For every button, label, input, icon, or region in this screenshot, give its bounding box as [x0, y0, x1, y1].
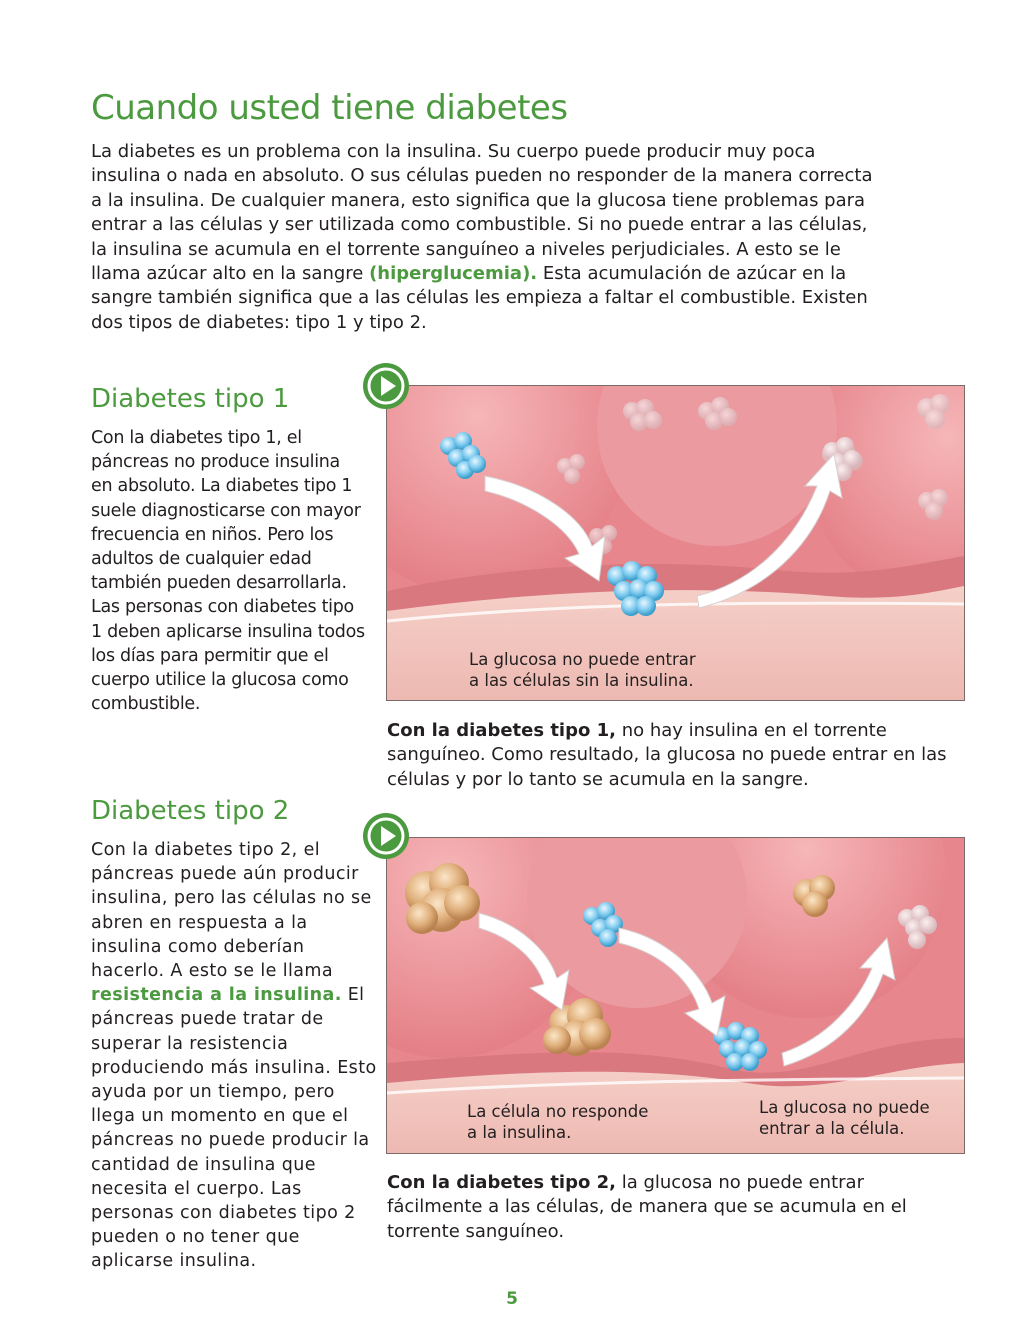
type2-caption	[387, 1171, 947, 1244]
type1-figure-label-line2: a las células sin la insulina.	[469, 671, 694, 690]
type2-figure-label-right-line1: La glucosa no puede	[759, 1098, 930, 1117]
play-circle-icon[interactable]	[361, 361, 411, 411]
type2-figure-label-left-line1: La célula no responde	[467, 1102, 649, 1121]
play-circle-icon[interactable]	[361, 811, 411, 861]
page-title: Cuando usted tiene diabetes	[91, 88, 568, 128]
type2-body-after: El páncreas puede tratar de superar la resistencia produciendo más insulina. Esto ayuda por un tiempo, pero llega un momento en que el páncreas no puede producir la cantidad de insulina que necesita el cuerpo. Las personas con diabetes tipo 2 pueden o no tener que aplicarse insulina.	[91, 985, 377, 1272]
type2-caption-rest: la glucosa no puede entrar fácilmente a las células, de manera que se acumula en el torrente sanguíneo.	[387, 1172, 907, 1242]
type2-figure-label-left-line2: a la insulina.	[467, 1123, 572, 1142]
type2-figure-label-left	[467, 1101, 648, 1143]
type1-caption-bold: Con la diabetes tipo 1,	[387, 720, 616, 741]
type2-caption-bold: Con la diabetes tipo 2,	[387, 1172, 616, 1193]
type2-figure-label-right-line2: entrar a la célula.	[759, 1119, 905, 1138]
intro-term-hyperglycemia: (hiperglucemia).	[369, 263, 538, 285]
type2-figure-label-right	[759, 1097, 930, 1139]
type2-illustration	[386, 837, 965, 1154]
type2-term-insulin-resistance: resistencia a la insulina.	[91, 985, 342, 1006]
type1-caption	[387, 719, 947, 792]
intro-text-before: La diabetes es un problema con la insulina. Su cuerpo puede producir muy poca insulina o nada en absoluto. O sus células pueden no responder de la manera correcta a la insulina. De cualquier manera, esto significa que la glucosa tiene problemas para entrar a las células y ser utilizada como combustible. Si no puede entrar a las células, la insulina se acumula en el torrente sanguíneo a niveles perjudiciales. A esto se le llama azúcar alto en la sangre	[91, 141, 873, 285]
type1-heading: Diabetes tipo 1	[91, 384, 290, 414]
type2-body	[91, 838, 381, 1274]
type1-illustration	[386, 385, 965, 701]
type1-caption-rest: no hay insulina en el torrente sanguíneo. Como resultado, la glucosa no puede entrar en las células y por lo tanto se acumula en la sangre.	[387, 720, 947, 790]
intro-text-after: Esta acumulación de azúcar en la sangre también significa que a las células les empieza a faltar el combustible. Existen dos tipos de diabetes: tipo 1 y tipo 2.	[91, 263, 868, 333]
type2-body-before: Con la diabetes tipo 2, el páncreas puede aún producir insulina, pero las células no se abren en respuesta a la insulina como deberían hacerlo. A esto se le llama	[91, 840, 372, 982]
type2-heading: Diabetes tipo 2	[91, 796, 290, 826]
type1-figure-label	[469, 649, 696, 691]
page-number: 5	[506, 1289, 518, 1309]
type1-figure-label-line1: La glucosa no puede entrar	[469, 650, 696, 669]
intro-paragraph	[91, 140, 881, 335]
type1-body: Con la diabetes tipo 1, el páncreas no produce insulina en absoluto. La diabetes tipo 1 suele diagnosticarse con mayor frecuencia en niños. Pero los adultos de cualquier edad también pueden desarrollarla. Las personas con diabetes tipo 1 deben aplicarse insulina todos los días para permitir que el cuerpo utilice la glucosa como combustible.	[91, 428, 365, 715]
